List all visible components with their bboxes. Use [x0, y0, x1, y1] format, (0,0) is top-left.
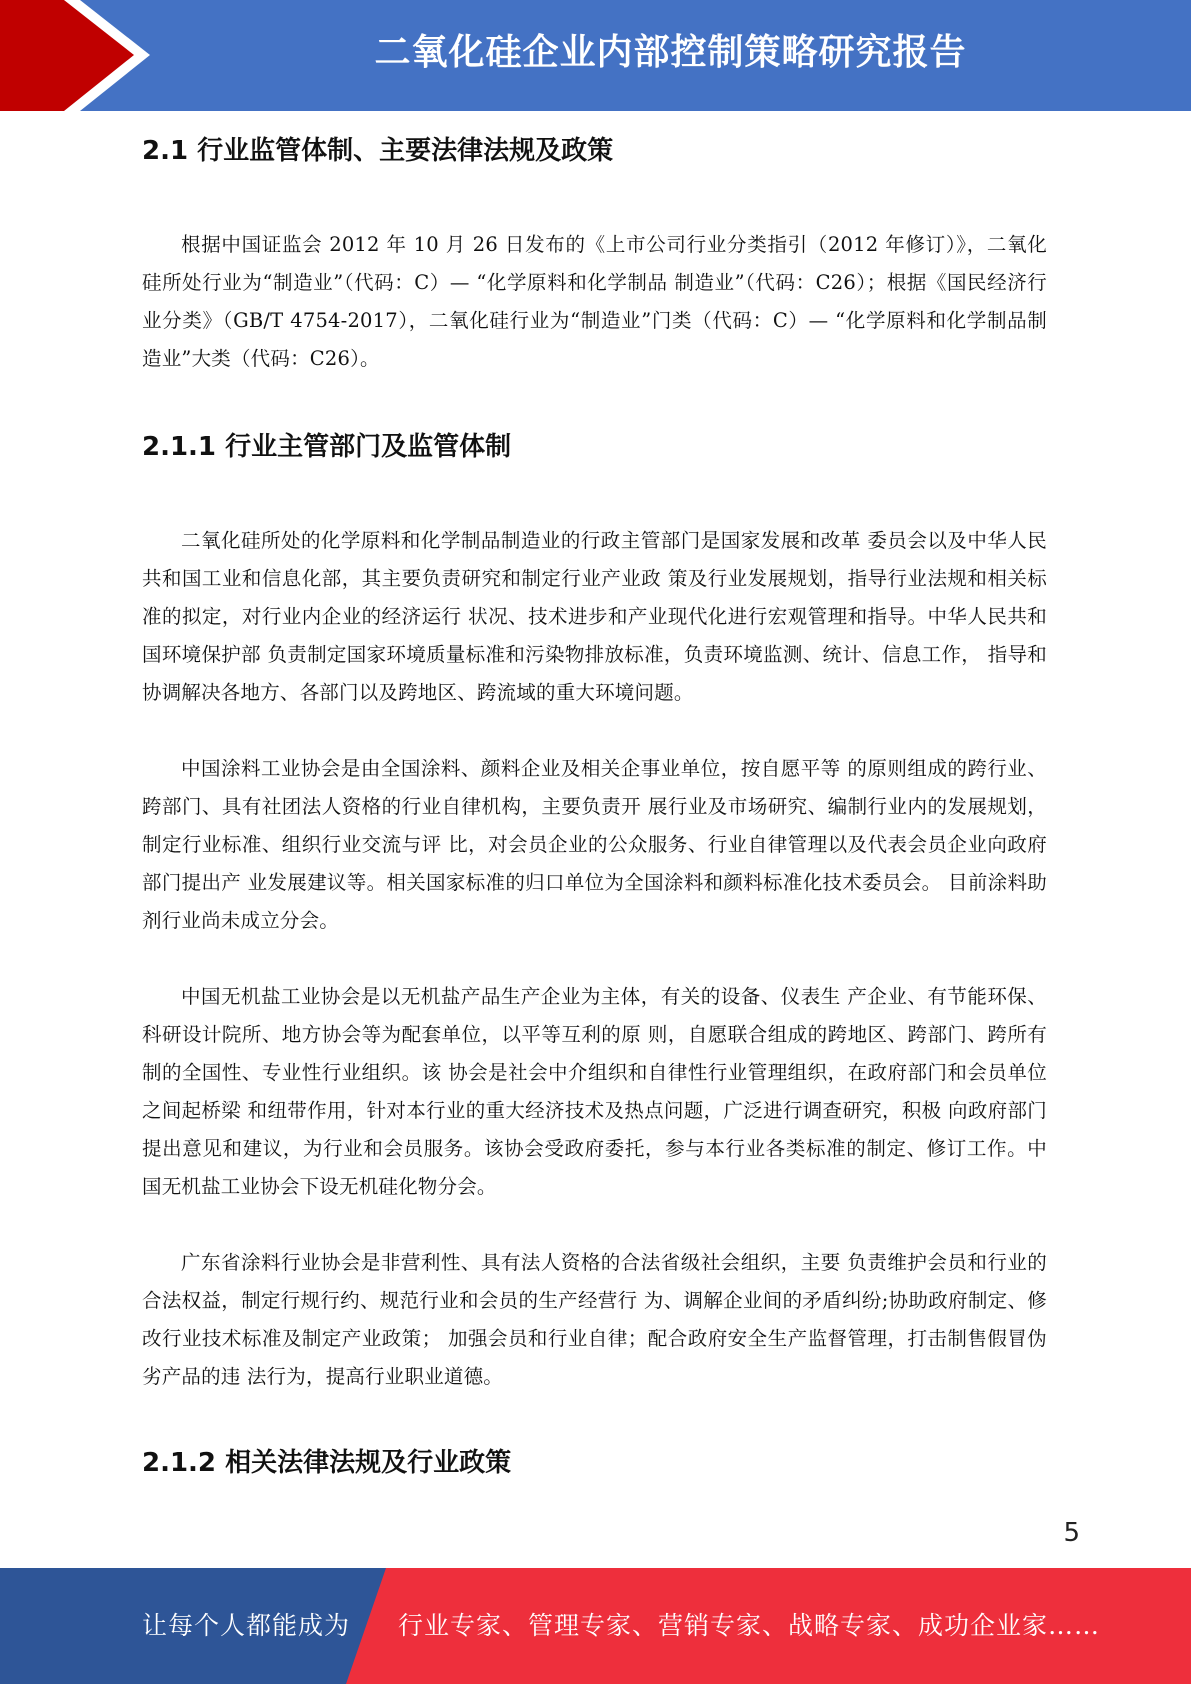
page-footer [0, 1568, 1191, 1684]
section-heading-2-1-1: 2.1.1 行业主管部门及监管体制 [142, 432, 512, 462]
section-heading-2-1: 2.1 行业监管体制、主要法律法规及政策 [142, 136, 614, 166]
footer-slogan-left: 让每个人都能成为 [142, 1611, 351, 1640]
document-body [142, 120, 1047, 1494]
paragraph-industry-classification: 根据中国证监会 2012 年 10 月 26 日发布的《上市公司行业分类指引（2012 年修订）》，二氧化硅所处行业为“制造业”（代码：C）— “化学原料和化学制品 制造业”（代码：C26）；根据《国民经济行业分类》（GB/T 4754-2017），二氧化硅行业为“制造业”门类（代码：C）— “化学原料和化学制品制造业”大类（代码：C26）。 [142, 233, 1047, 370]
paragraph-guangdong-association: 广东省涂料行业协会是非营利性、具有法人资格的合法省级社会组织，主要 负责维护会员和行业的合法权益，制定行规行约、规范行业和会员的生产经营行 为、调解企业间的矛盾纠纷;协助政府制定、修改行业技术标准及制定产业政策； 加强会员和行业自律；配合政府安全生产监督管理，打击制售假冒伪劣产品的违 法行为，提高行业职业道德。 [142, 1251, 1047, 1388]
section-heading-2-1-2: 2.1.2 相关法律法规及行业政策 [142, 1448, 512, 1478]
paragraph-inorganic-salt-association: 中国无机盐工业协会是以无机盐产品生产企业为主体，有关的设备、仪表生 产企业、有节能环保、科研设计院所、地方协会等为配套单位，以平等互利的原 则，自愿联合组成的跨地区、跨部门、跨所有制的全国性、专业性行业组织。该 协会是社会中介组织和自律性行业管理组织，在政府部门和会员单位之间起桥梁 和纽带作用，针对本行业的重大经济技术及热点问题，广泛进行调查研究，积极 向政府部门提出意见和建议，为行业和会员服务。该协会受政府委托，参与本行业各类标准的制定、修订工作。中国无机盐工业协会下设无机硅化物分会。 [142, 985, 1047, 1198]
paragraph-coatings-association: 中国涂料工业协会是由全国涂料、颜料企业及相关企事业单位，按自愿平等 的原则组成的跨行业、跨部门、具有社团法人资格的行业自律机构，主要负责开 展行业及市场研究、编制行业内的发展规划，制定行业标准、组织行业交流与评 比，对会员企业的公众服务、行业自律管理以及代表会员企业向政府部门提出产 业发展建议等。相关国家标准的归口单位为全国涂料和颜料标准化技术委员会。 目前涂料助剂行业尚未成立分会。 [142, 757, 1047, 932]
header-chevron-icon [0, 0, 160, 111]
page-header [0, 0, 1191, 111]
page-number: 5 [1063, 1518, 1080, 1548]
report-title: 二氧化硅企业内部控制策略研究报告 [374, 32, 967, 73]
footer-slogan-right: 行业专家、管理专家、营销专家、战略专家、成功企业家…… [398, 1611, 1101, 1640]
paragraph-regulatory-authorities: 二氧化硅所处的化学原料和化学制品制造业的行政主管部门是国家发展和改革 委员会以及中华人民共和国工业和信息化部，其主要负责研究和制定行业产业政 策及行业发展规划，指导行业法规和相关标准的拟定，对行业内企业的经济运行 状况、技术进步和产业现代化进行宏观管理和指导。中华人民共和国环境保护部 负责制定国家环境质量标准和污染物排放标准，负责环境监测、统计、信息工作， 指导和协调解决各地方、各部门以及跨地区、跨流域的重大环境问题。 [142, 529, 1047, 704]
